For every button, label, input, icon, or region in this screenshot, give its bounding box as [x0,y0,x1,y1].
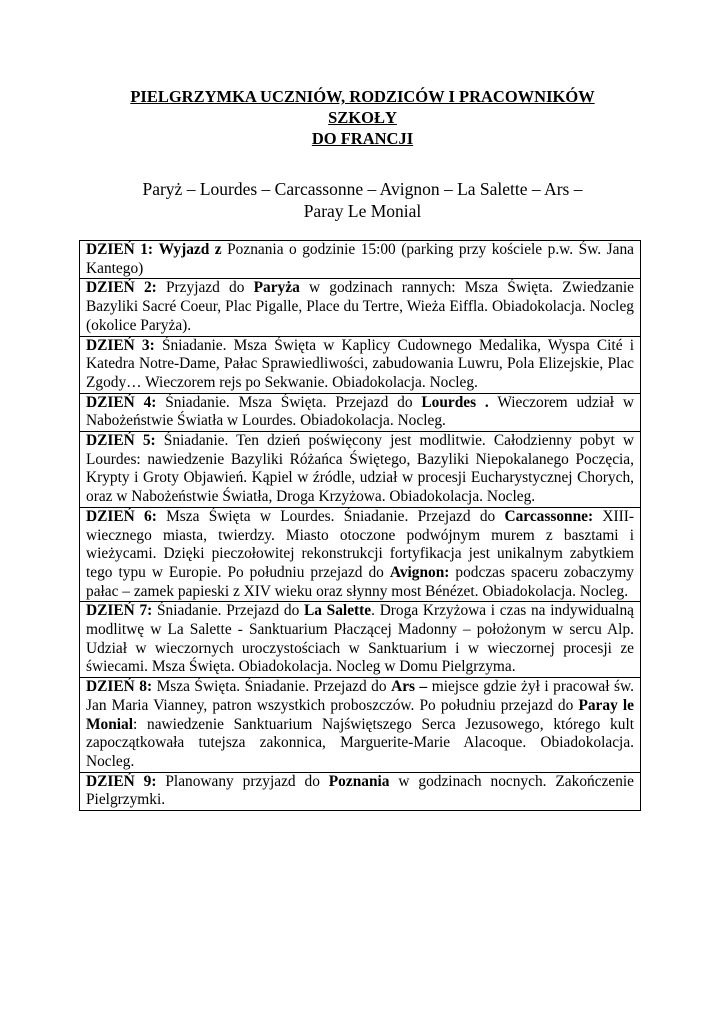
day-cell [80,602,641,678]
day-text-bold: Paryża [253,279,300,297]
day-label: DZIEŃ 7: [86,602,153,620]
day-text-bold: Avignon: [389,563,450,581]
itinerary-table [79,240,641,811]
day-text: XIII-wiecznego miasta, twierdzy. Miasto otoczone podwójnym murem z basztami i wieżycami. Dzięki pieczołowitej rekonstrukcji fortyfikacja jest unikalnym zabytkiem tego typu w Europie. Po południu przejazd do [86,507,635,581]
route-line-2: Paray Le Monial [303,201,422,221]
table-row [80,241,641,279]
table-row [80,678,641,773]
day-cell [80,678,641,773]
day-text: w godzinach nocnych. Zakończenie Pielgrzymki. [86,772,635,809]
day-text: Poznania o godzinie 15:00 (parking przy kościele p.w. Św. Jana Kantego) [86,241,634,277]
table-row [80,432,641,508]
day-cell [80,336,641,393]
day-cell [80,241,641,279]
day-label: DZIEŃ 8: [86,678,153,696]
route-line-1: Paryż – Lourdes – Carcassonne – Avignon – La Salette – Ars – [142,179,583,199]
day-text-bold: Lourdes . [421,393,489,411]
day-text-bold: Paray le Monial [86,696,634,733]
day-label: DZIEŃ 5: [86,432,156,450]
title-line-1: PIELGRZYMKA UCZNIÓW, RODZICÓW I PRACOWNIKÓW [130,87,595,106]
day-label: DZIEŃ 4: [86,393,157,411]
day-label: DZIEŃ 1: [86,241,154,258]
itinerary-body [80,241,641,811]
day-text: miejsce gdzie żył i pracował św. Jan Maria Vianney, patron wszystkich proboszczów. Po południu przejazd do [86,678,634,714]
day-text: Planowany przyjazd do [156,772,329,790]
day-text: w godzinach rannych: Msza Święta. Zwiedzanie Bazyliki Sacré Coeur, Plac Pigalle, Place du Tertre, Wieża Eiffla. Obiadokolacja. Nocleg (okolice Paryża). [86,279,635,334]
document-title [60,86,665,149]
day-label: DZIEŃ 9: [86,772,157,790]
day-label: DZIEŃ 3: [86,336,155,354]
day-text: . Droga Krzyżowa i czas na indywidualną modlitwę w La Salette - Sanktuarium Płaczącej Madonny – położonym w sercu Alp. Udział w wieczornych uroczystościach w Sanktuarium i w wieczornej procesji ze świecami. Msza Święta. Obiadokolacja. Nocleg w Domu Pielgrzyma. [86,602,634,676]
day-text-bold: Poznania [328,772,390,790]
table-row [80,279,641,336]
day-cell [80,393,641,431]
day-text: Wieczorem udział w Nabożeństwie Światła w Lourdes. Obiadokolacja. Nocleg. [86,393,634,430]
day-text: Msza Święta w Lourdes. Śniadanie. Przejazd do [156,507,505,525]
day-text: podczas spaceru zobaczymy pałac – zamek papieski z XIV wieku oraz słynny most Bénézet. Obiadokolacja. Nocleg. [86,563,634,600]
day-text-bold: La Salette [304,602,372,620]
table-row [80,772,641,810]
day-text-bold: Wyjazd z [158,241,222,258]
day-text: Śniadanie. Ten dzień poświęcony jest modlitwie. Całodzienny pobyt w Lourdes: nawiedzenie Bazyliki Różańca Świętego, Bazyliki Niepokalanego Poczęcia, Krypty i Groty Objawień. Kąpiel w źródle, udział w procesji Eucharystycznej Chorych, oraz w Nabożeństwie Światła, Droga Krzyżowa. Obiadokolacja. Nocleg. [86,432,635,506]
table-row [80,336,641,393]
day-text: : nawiedzenie Sanktuarium Najświętszego Serca Jezusowego, którego kult zapoczątkowała tutejsza zakonnica, Marguerite-Marie Alacoque. Obiadokolacja. Nocleg. [86,715,634,770]
day-label: DZIEŃ 2: [86,279,157,297]
route-subtitle [60,178,665,222]
day-cell [80,507,641,602]
table-row [80,393,641,431]
table-row [80,507,641,602]
day-cell [80,772,641,810]
day-text: Śniadanie. Msza Święta. Przejazd do [156,393,422,411]
day-cell [80,432,641,508]
title-line-2: SZKOŁY [328,108,397,127]
day-cell [80,279,641,336]
day-label: DZIEŃ 6: [86,507,157,525]
day-text: Śniadanie. Msza Święta w Kaplicy Cudownego Medalika, Wyspa Cité i Katedra Notre-Dame, Pałac Sprawiedliwości, zabudowania Luwru, Pola Elizejskie, Plac Zgody… Wieczorem rejs po Sekwanie. Obiadokolacja. Nocleg. [86,336,635,391]
title-line-3: DO FRANCJI [311,129,414,148]
day-text-bold: Ars – [391,678,428,696]
day-text-bold: Carcassonne: [504,507,594,525]
day-text: Śniadanie. Przejazd do [152,602,305,620]
day-text: Msza Święta. Śniadanie. Przejazd do [152,678,392,696]
day-text: Przyjazd do [156,279,254,297]
table-row [80,602,641,678]
